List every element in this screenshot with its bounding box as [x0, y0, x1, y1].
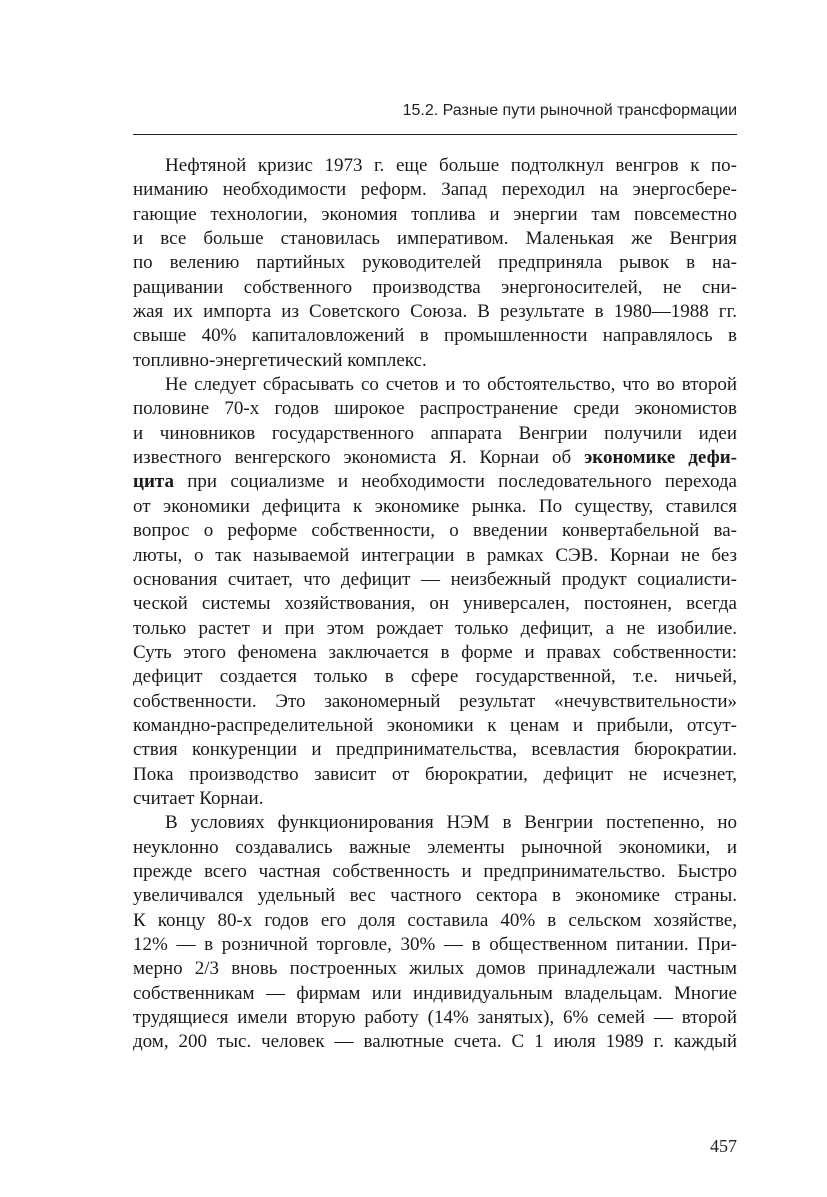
text-line: собственности. Это закономерный результат «нечувствительности» — [133, 690, 737, 712]
page-number: 457 — [710, 1136, 737, 1156]
bold-term: цита — [133, 471, 174, 493]
text-line: увеличивался удельный вес частного сектора в экономике страны. — [133, 885, 737, 907]
text-line: и все больше становилась императивом. Маленькая же Венгрия — [133, 228, 737, 250]
line-text: при социализме и необходимости последовательного перехода — [173, 471, 737, 493]
running-head: 15.2. Разные пути рыночной трансформации — [402, 102, 737, 119]
text-line: ческой системы хозяйствования, он универсален, постоянен, всегда — [133, 593, 737, 615]
bold-term: экономике дефи- — [584, 447, 737, 469]
text-line: жая их импорта из Советского Союза. В результате в 1980—1988 гг. — [133, 301, 737, 323]
text-line: Суть этого феномена заключается в форме и правах собственности: — [133, 641, 737, 663]
paragraph — [133, 154, 737, 373]
text-line: дом, 200 тыс. человек — валютные счета. С 1 июля 1989 г. каждый — [133, 1031, 737, 1053]
text-line: трудящиеся имели вторую работу (14% занятых), 6% семей — второй — [133, 1007, 737, 1029]
text-line: вопрос о реформе собственности, о введении конвертабельной ва- — [133, 520, 737, 542]
page-header — [133, 98, 737, 135]
text-line: основания считает, что дефицит — неизбежный продукт социалисти- — [133, 568, 737, 590]
text-line: мерно 2/3 вновь построенных жилых домов принадлежали частным — [133, 958, 737, 980]
text-line: К концу 80-х годов его доля составила 40% в сельском хозяйстве, — [133, 909, 737, 931]
text-line: собственникам — фирмам или индивидуальным владельцам. Многие — [133, 982, 737, 1004]
text-line: и чиновников государственного аппарата Венгрии получили идеи — [133, 422, 737, 444]
paragraph — [133, 811, 737, 1054]
text-line — [133, 446, 737, 470]
text-line: командно-распределительной экономики к ценам и прибыли, отсут- — [133, 714, 737, 736]
text-line: неуклонно создавались важные элементы рыночной экономики, и — [133, 836, 737, 858]
text-line: топливно-энергетический комплекс. — [133, 349, 427, 371]
text-line: дефицит создается только в сфере государственной, т.е. ничьей, — [133, 666, 737, 688]
text-line: от экономики дефицита к экономике рынка. По существу, ставился — [133, 495, 737, 517]
text-line: свыше 40% капиталовложений в промышленности направлялось в — [133, 325, 737, 347]
text-line: прежде всего частная собственность и предпринимательство. Быстро — [133, 860, 737, 882]
body-text — [133, 154, 737, 1055]
line-text: известного венгерского экономиста Я. Корнаи об — [133, 447, 585, 469]
text-line: считает Корнаи. — [133, 787, 264, 809]
text-line: В условиях функционирования НЭМ в Венгрии постепенно, но — [165, 812, 737, 834]
text-line: ниманию необходимости реформ. Запад переходил на энергосбере- — [133, 179, 737, 201]
text-line — [133, 470, 737, 494]
text-line: 12% — в розничной торговле, 30% — в общественном питании. При- — [133, 934, 737, 955]
text-line: половине 70-х годов широкое распространение среди экономистов — [133, 398, 737, 420]
paragraph — [133, 373, 737, 811]
text-line: Нефтяной кризис 1973 г. еще больше подтолкнул венгров к по- — [165, 155, 737, 176]
text-line: ращивании собственного производства энергоносителей, не сни- — [133, 276, 737, 298]
text-line: Не следует сбрасывать со счетов и то обстоятельство, что во второй — [165, 374, 737, 396]
text-line: Пока производство зависит от бюрократии, дефицит не исчезнет, — [133, 763, 737, 785]
text-line: гающие технологии, экономия топлива и энергии там повсеместно — [133, 203, 737, 225]
text-line: по велению партийных руководителей предприняла рывок в на- — [133, 252, 737, 274]
text-line: люты, о так называемой интеграции в рамках СЭВ. Корнаи не без — [133, 544, 737, 566]
text-line: только растет и при этом рождает только дефицит, а не изобилие. — [133, 617, 737, 639]
text-line: ствия конкуренции и предпринимательства, всевластия бюрократии. — [133, 739, 737, 761]
